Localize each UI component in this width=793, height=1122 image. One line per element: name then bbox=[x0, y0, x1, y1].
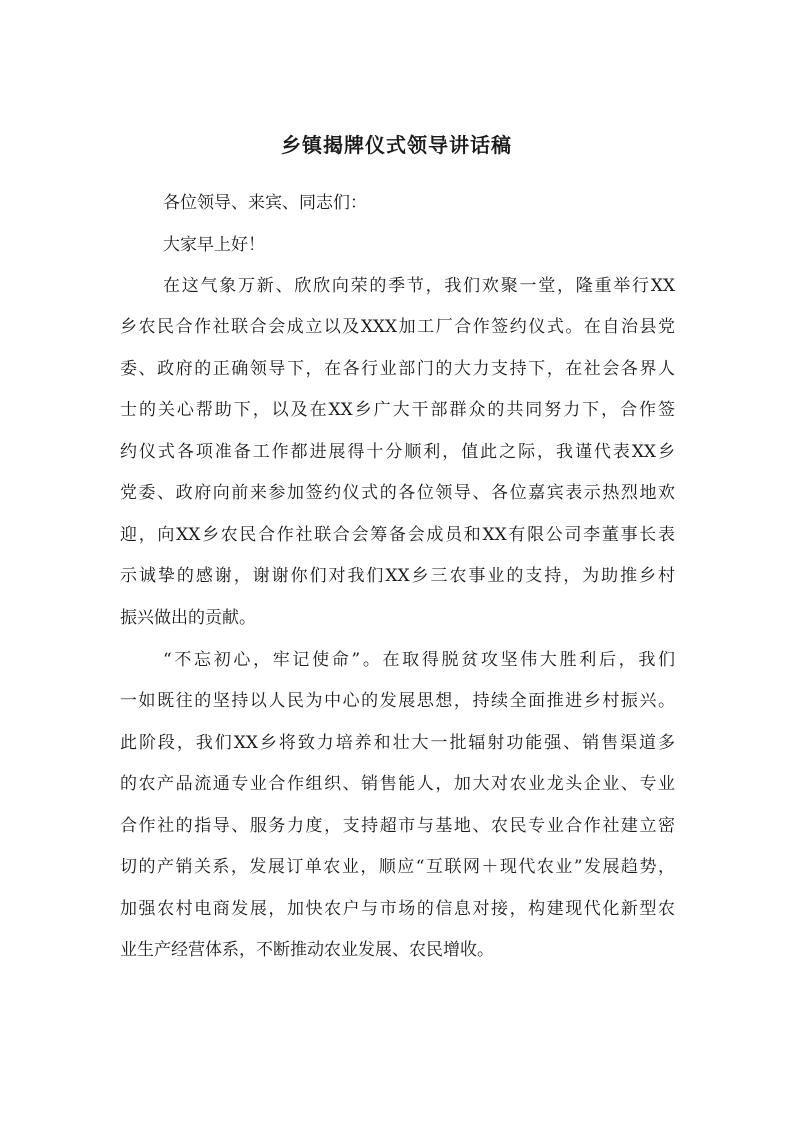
paragraph-2-line: 的农产品流通专业合作组织、销售能人，加大对农业龙头企业、专业 bbox=[120, 774, 675, 794]
paragraph-1-line: 示诚挚的感谢，谢谢你们对我们XX乡三农事业的支持，为助推乡村 bbox=[120, 566, 675, 586]
greeting: 大家早上好！ bbox=[163, 235, 265, 255]
paragraph-2-line: “不忘初心，牢记使命”。在取得脱贫攻坚伟大胜利后，我们 bbox=[163, 650, 675, 670]
paragraph-1-line: 乡农民合作社联合会成立以及XXX加工厂合作签约仪式。在自治县党 bbox=[120, 317, 675, 337]
paragraph-1-line: 在这气象万新、欣欣向荣的季节，我们欢聚一堂，隆重举行XX bbox=[163, 276, 675, 296]
salutation: 各位领导、来宾、同志们： bbox=[163, 193, 367, 213]
paragraph-1-line: 振兴做出的贡献。 bbox=[120, 608, 256, 628]
paragraph-1-line: 委、政府的正确领导下，在各行业部门的大力支持下，在社会各界人 bbox=[120, 359, 675, 379]
document-title: 乡镇揭牌仪式领导讲话稿 bbox=[281, 133, 512, 157]
paragraph-2-line: 业生产经营体系，不断推动农业发展、农民增收。 bbox=[120, 940, 494, 960]
paragraph-1-line: 迎，向XX乡农民合作社联合会筹备会成员和XX有限公司李董事长表 bbox=[120, 525, 675, 545]
paragraph-1-line: 约仪式各项准备工作都进展得十分顺利，值此之际，我谨代表XX乡 bbox=[120, 442, 675, 462]
paragraph-2-line: 切的产销关系，发展订单农业，顺应“互联网＋现代农业”发展趋势， bbox=[120, 857, 675, 877]
paragraph-2-line: 合作社的指导、服务力度，支持超市与基地、农民专业合作社建立密 bbox=[120, 816, 675, 836]
paragraph-1-line: 士的关心帮助下，以及在XX乡广大干部群众的共同努力下，合作签 bbox=[120, 400, 675, 420]
paragraph-1-line: 党委、政府向前来参加签约仪式的各位领导、各位嘉宾表示热烈地欢 bbox=[120, 483, 675, 503]
paragraph-2-line: 一如既往的坚持以人民为中心的发展思想，持续全面推进乡村振兴。 bbox=[120, 691, 675, 711]
paragraph-2-line: 此阶段，我们XX乡将致力培养和壮大一批辐射功能强、销售渠道多 bbox=[120, 733, 675, 753]
paragraph-2-line: 加强农村电商发展，加快农户与市场的信息对接，构建现代化新型农 bbox=[120, 899, 675, 919]
